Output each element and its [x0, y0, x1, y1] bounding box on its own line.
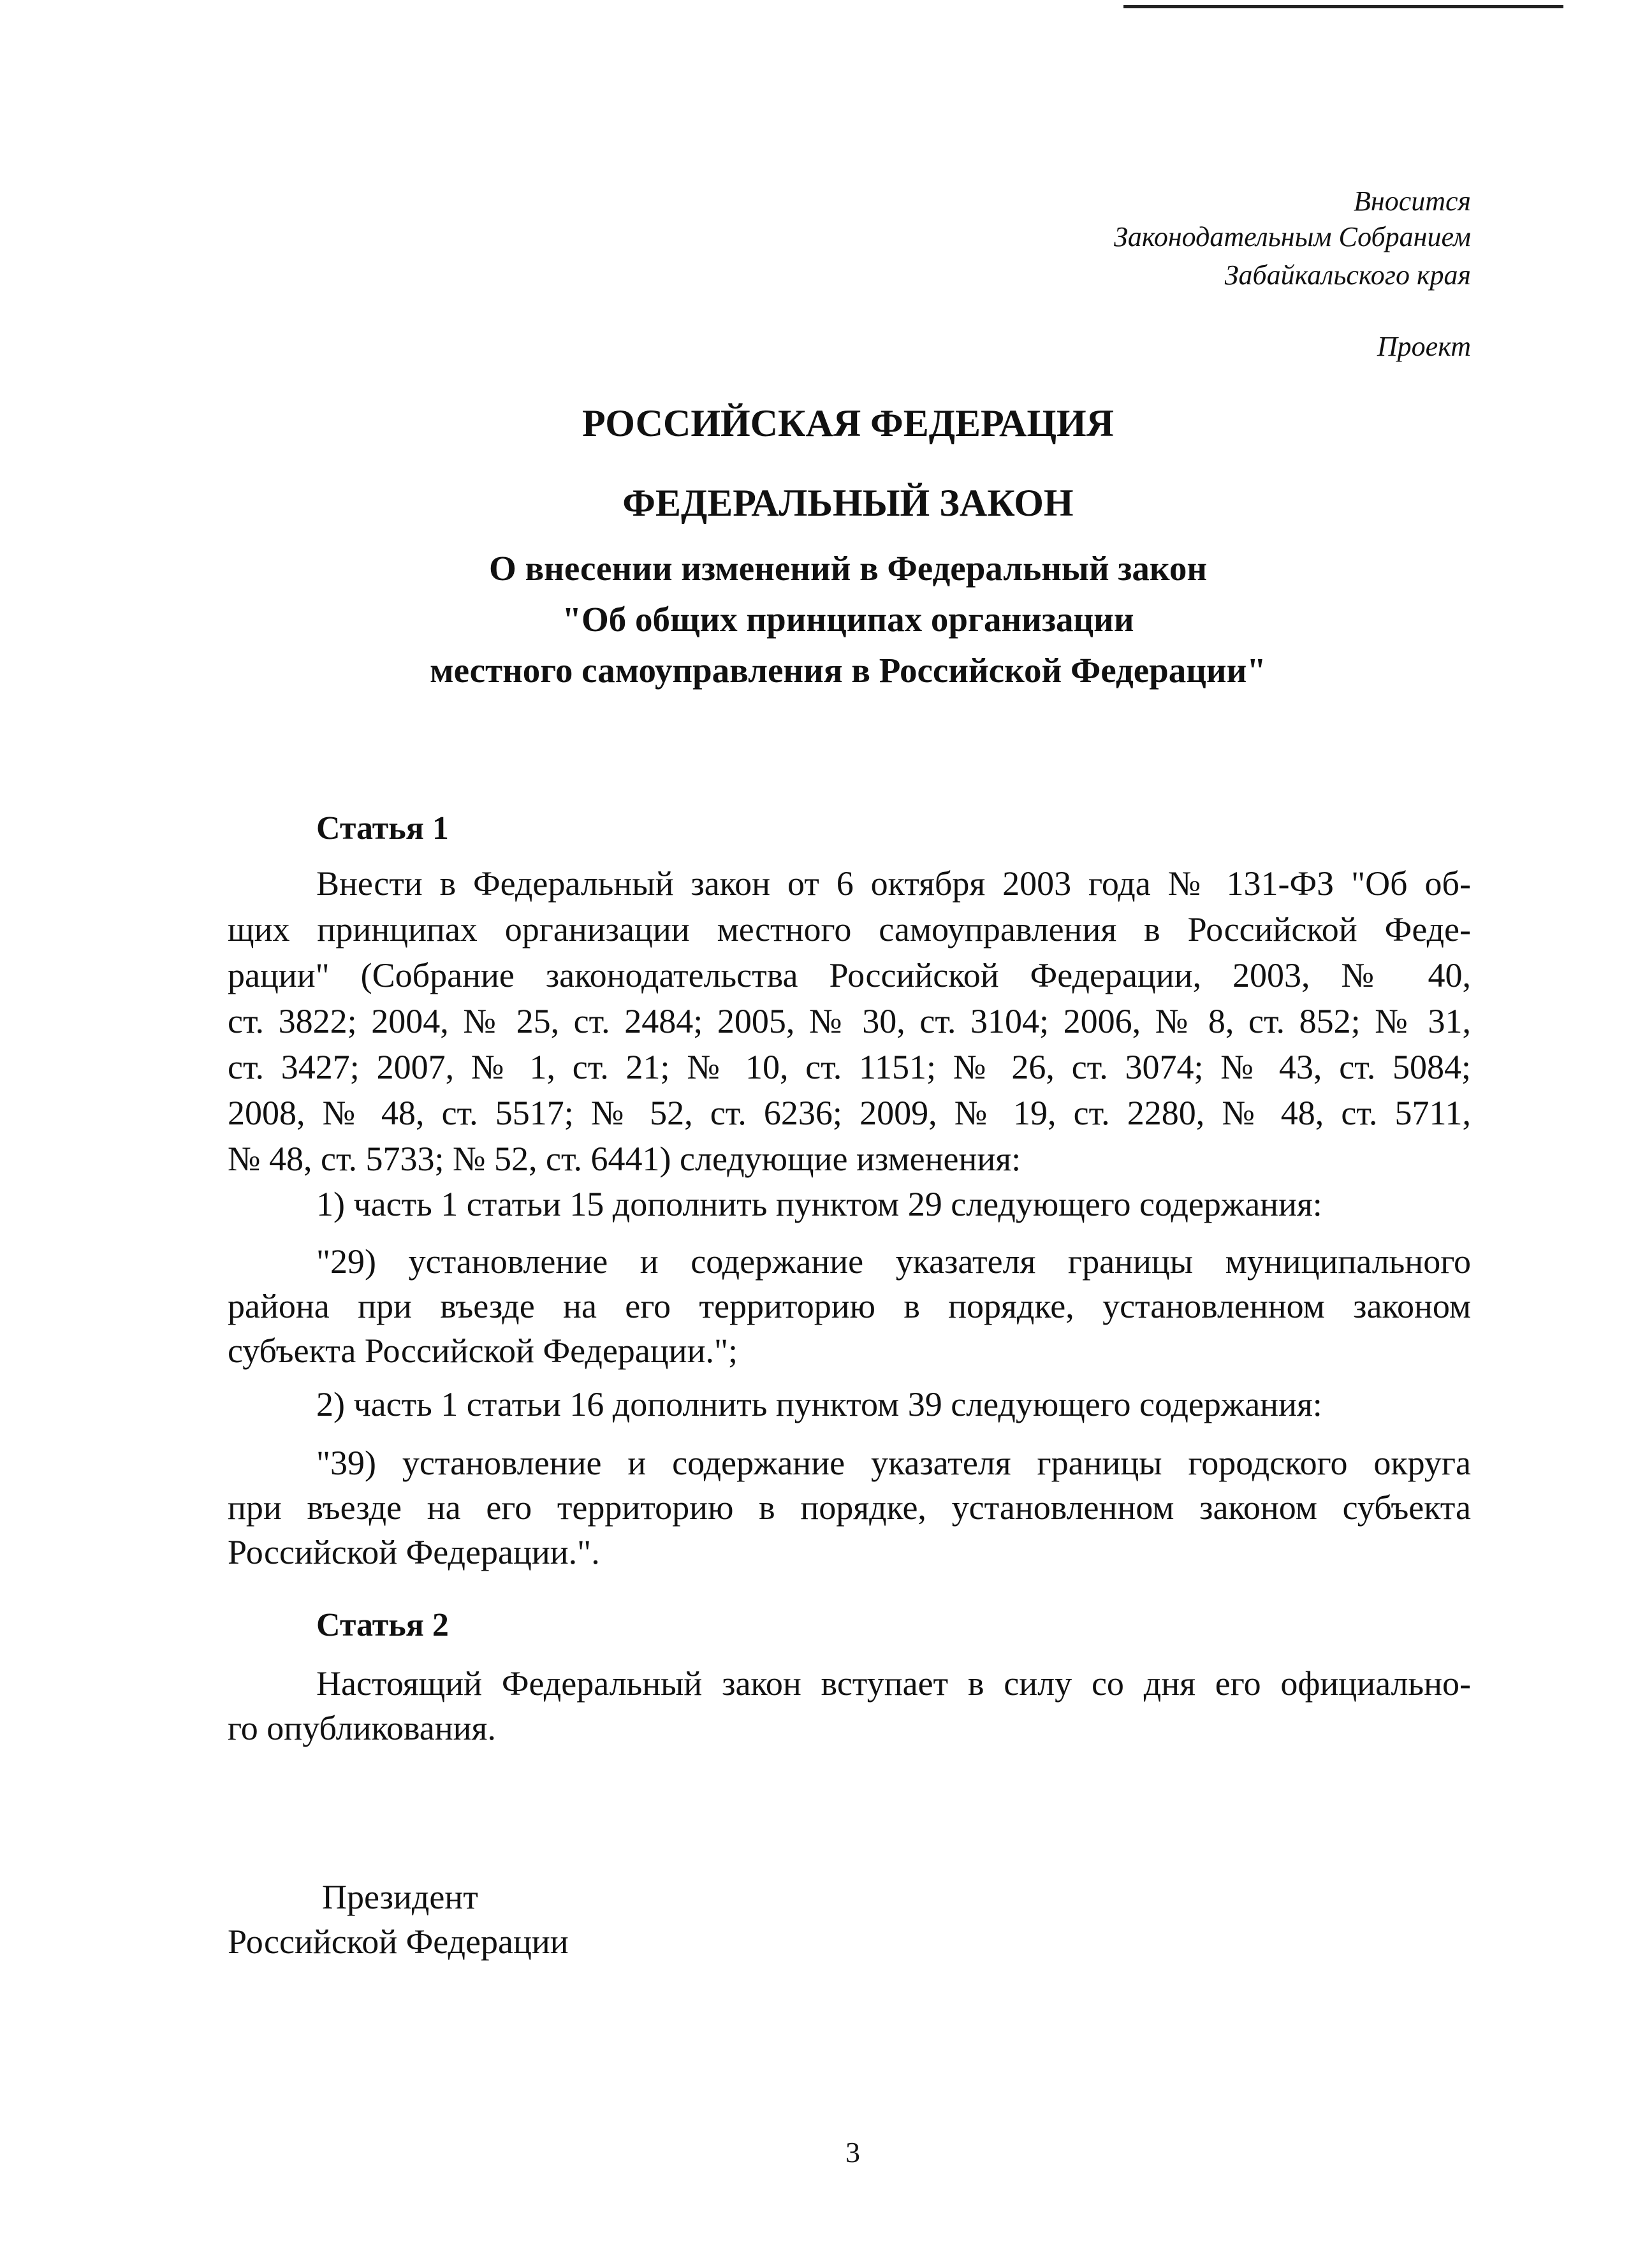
- article-1-intro-line: ст. 3822; 2004, № 25, ст. 2484; 2005, № 30, ст. 3104; 2006, № 8, ст. 852; № 31,: [228, 1002, 1471, 1040]
- item-1: 1) часть 1 статьи 15 дополнить пунктом 29 следующего содержания:: [316, 1185, 1322, 1223]
- submitted-by-line-3: Забайкальского края: [1224, 259, 1471, 291]
- article-2-text-line: Настоящий Федеральный закон вступает в силу со дня его официально-: [316, 1664, 1471, 1703]
- item-2: 2) часть 1 статьи 16 дополнить пунктом 39 следующего содержания:: [316, 1385, 1322, 1423]
- article-1-intro-line: щих принципах организации местного самоуправления в Российской Феде-: [228, 910, 1471, 949]
- submitted-by-line-2: Законодательным Собранием: [1114, 221, 1471, 252]
- article-1-intro-line: Внести в Федеральный закон от 6 октября 2003 года № 131-ФЗ "Об об-: [316, 864, 1471, 903]
- item-2-text-line: "39) установление и содержание указателя границы городского округа: [316, 1444, 1471, 1482]
- page-number: 3: [845, 2136, 860, 2169]
- article-1-intro-line: рации" (Собрание законодательства Российской Федерации, 2003, № 40,: [228, 956, 1471, 994]
- country-title: РОССИЙСКАЯ ФЕДЕРАЦИЯ: [581, 402, 1115, 444]
- article-2-text-line: го опубликования.: [228, 1709, 496, 1747]
- document-type: ФЕДЕРАЛЬНЫЙ ЗАКОН: [622, 482, 1074, 524]
- subject-line-1: О внесении изменений в Федеральный закон: [488, 549, 1208, 588]
- item-1-text-line: района при въезде на его территорию в порядке, установленном законом: [228, 1287, 1471, 1325]
- signature-title: Президент: [322, 1878, 478, 1916]
- article-1-intro-line: ст. 3427; 2007, № 1, ст. 21; № 10, ст. 1151; № 26, ст. 3074; № 43, ст. 5084;: [228, 1048, 1471, 1086]
- article-1-heading: Статья 1: [316, 810, 449, 847]
- item-1-text-line: "29) установление и содержание указателя границы муниципального: [316, 1242, 1471, 1281]
- article-1-intro-line: № 48, ст. 5733; № 52, ст. 6441) следующие изменения:: [228, 1140, 1021, 1178]
- signature-title-line-2: Российской Федерации: [228, 1923, 569, 1961]
- article-2-heading: Статья 2: [316, 1607, 449, 1643]
- subject-line-3: местного самоуправления в Российской Федерации": [430, 651, 1266, 690]
- top-edge-line: [1123, 5, 1563, 8]
- item-2-text-line: Российской Федерации.".: [228, 1533, 600, 1571]
- submitted-by-line-1: Вносится: [1354, 185, 1471, 217]
- item-1-text-line: субъекта Российской Федерации.";: [228, 1332, 738, 1370]
- subject-line-2: "Об общих принципах организации: [562, 600, 1134, 639]
- draft-status: Проект: [1377, 331, 1471, 362]
- item-2-text-line: при въезде на его территорию в порядке, установленном законом субъекта: [228, 1488, 1471, 1527]
- article-1-intro-line: 2008, № 48, ст. 5517; № 52, ст. 6236; 2009, № 19, ст. 2280, № 48, ст. 5711,: [228, 1094, 1471, 1132]
